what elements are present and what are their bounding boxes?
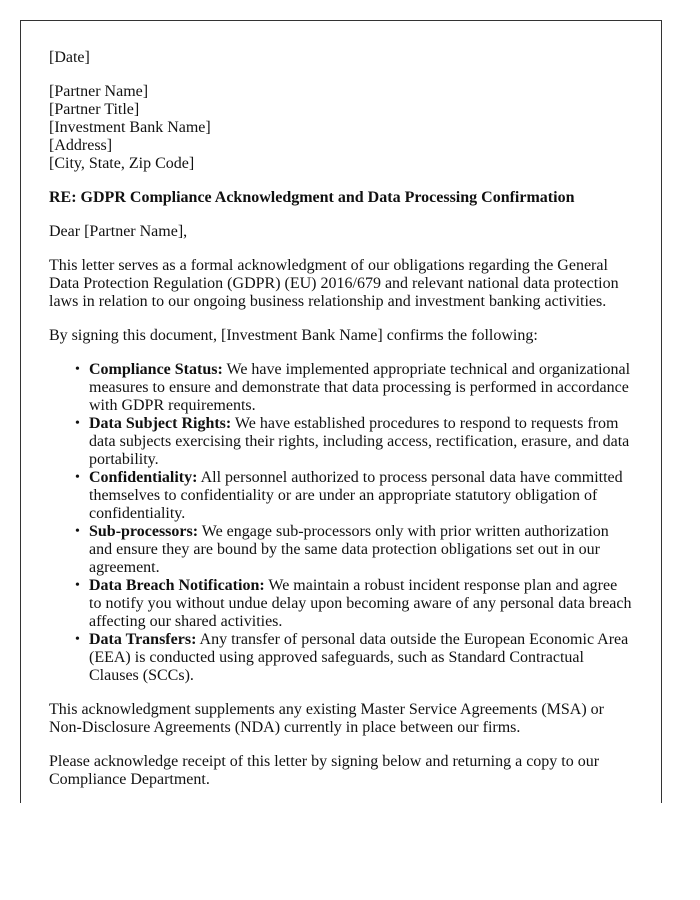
recipient-address-block — [49, 83, 633, 173]
confirmation-text: We maintain a robust incident response plan and agree to notify you without undue delay upon becoming aware of any personal data breach affecting our shared activities. — [89, 577, 632, 630]
document-viewport — [20, 20, 662, 803]
recipient-company: [Investment Bank Name] — [49, 119, 211, 136]
confirmation-item-sub-processors — [75, 523, 633, 577]
confirmation-term: Sub-processors: — [89, 523, 199, 540]
closing-request-paragraph: Please acknowledge receipt of this letter by signing below and returning a copy to our Compliance Department. — [49, 753, 600, 788]
confirmation-item-data-breach-notification — [75, 577, 633, 631]
bullet-icon: • — [75, 362, 80, 377]
bullet-icon: • — [75, 470, 80, 485]
bullet-icon: • — [75, 416, 80, 431]
supplement-paragraph: This acknowledgment supplements any existing Master Service Agreements (MSA) or Non-Disclosure Agreements (NDA) currently in place between our firms. — [49, 701, 604, 736]
confirmation-text: We have established procedures to respond to requests from data subjects exercising their rights, including access, rectification, erasure, and data portability. — [89, 415, 630, 468]
confirmation-item-data-subject-rights — [75, 415, 633, 469]
confirmation-item-confidentiality — [75, 469, 633, 523]
recipient-title: [Partner Title] — [49, 101, 140, 118]
intro-paragraph: This letter serves as a formal acknowledgment of our obligations regarding the General Data Protection Regulation (GDPR) (EU) 2016/679 and relevant national data protection laws in relation to our ongoing business relationship and investment banking activities. — [49, 257, 619, 310]
confirmation-list — [49, 361, 633, 685]
confirmation-text: We have implemented appropriate technical and organizational measures to ensure and demonstrate that data processing is performed in accordance with GDPR requirements. — [89, 361, 631, 414]
confirmation-lead: By signing this document, [Investment Bank Name] confirms the following: — [49, 327, 538, 344]
letter-document — [20, 20, 662, 803]
bullet-icon: • — [75, 578, 80, 593]
confirmation-term: Data Breach Notification: — [89, 577, 265, 594]
confirmation-text: Any transfer of personal data outside the European Economic Area (EEA) is conducted using approved safeguards, such as Standard Contractual Clauses (SCCs). — [89, 631, 629, 684]
confirmation-item-compliance-status — [75, 361, 633, 415]
confirmation-text: We engage sub-processors only with prior written authorization and ensure they are bound by the same data protection obligations set out in our agreement. — [89, 523, 609, 576]
confirmation-text: All personnel authorized to process personal data have committed themselves to confidentiality or are under an appropriate statutory obligation of confidentiality. — [89, 469, 623, 522]
confirmation-term: Data Subject Rights: — [89, 415, 232, 432]
subject-line: RE: GDPR Compliance Acknowledgment and Data Processing Confirmation — [49, 189, 575, 206]
salutation: Dear [Partner Name], — [49, 223, 188, 240]
letter-date: [Date] — [49, 49, 90, 66]
confirmation-term: Confidentiality: — [89, 469, 198, 486]
recipient-city-state-zip: [City, State, Zip Code] — [49, 155, 195, 172]
confirmation-term: Data Transfers: — [89, 631, 197, 648]
bullet-icon: • — [75, 632, 80, 647]
confirmation-term: Compliance Status: — [89, 361, 223, 378]
bullet-icon: • — [75, 524, 80, 539]
confirmation-item-data-transfers — [75, 631, 633, 685]
recipient-address: [Address] — [49, 137, 113, 154]
recipient-name: [Partner Name] — [49, 83, 149, 100]
